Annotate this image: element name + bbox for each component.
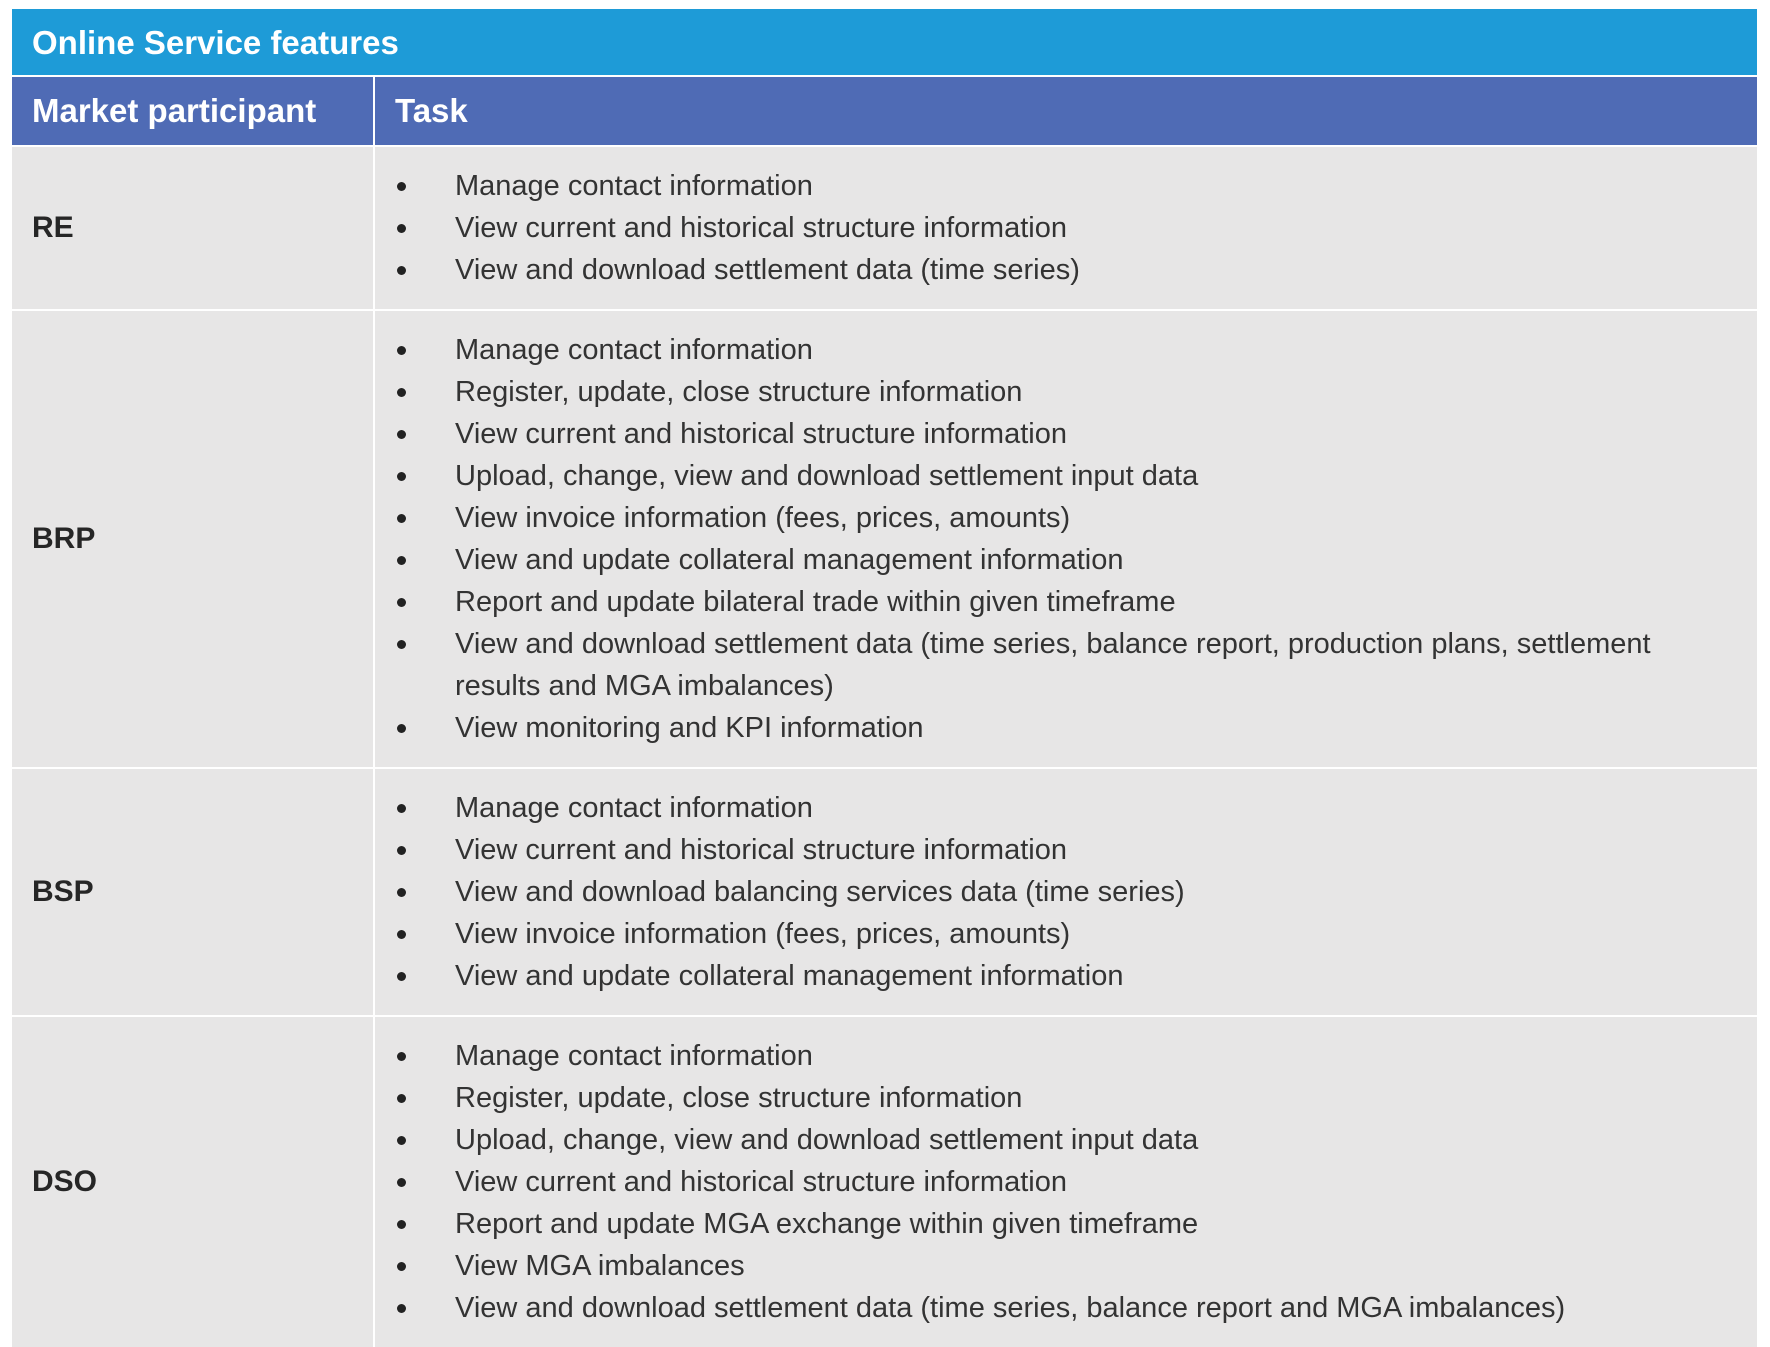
task-item: View current and historical structure information (375, 413, 1737, 455)
task-item: Register, update, close structure information (375, 371, 1737, 413)
task-item: Upload, change, view and download settlement input data (375, 1119, 1737, 1161)
task-cell (374, 146, 1757, 310)
task-item: View invoice information (fees, prices, amounts) (375, 913, 1737, 955)
task-item: View invoice information (fees, prices, amounts) (375, 497, 1737, 539)
task-list (375, 329, 1737, 749)
features-table-container (12, 9, 1757, 1347)
table-row (12, 146, 1757, 310)
header-task: Task (374, 77, 1757, 146)
task-list (375, 165, 1737, 291)
participant-cell: BSP (12, 768, 374, 1016)
features-table (12, 77, 1757, 1347)
table-body (12, 146, 1757, 1347)
task-cell (374, 768, 1757, 1016)
task-item: Manage contact information (375, 787, 1737, 829)
task-item: Upload, change, view and download settlement input data (375, 455, 1737, 497)
task-item: View monitoring and KPI information (375, 707, 1737, 749)
task-item: View current and historical structure information (375, 1161, 1737, 1203)
participant-cell: BRP (12, 310, 374, 768)
table-row (12, 1016, 1757, 1347)
task-item: View current and historical structure information (375, 829, 1737, 871)
task-item: View and download settlement data (time series) (375, 249, 1737, 291)
task-list (375, 787, 1737, 997)
task-item: View and update collateral management information (375, 955, 1737, 997)
task-item: Report and update bilateral trade within given timeframe (375, 581, 1737, 623)
task-item: View current and historical structure information (375, 207, 1737, 249)
task-item: View and update collateral management information (375, 539, 1737, 581)
task-item: View and download settlement data (time series, balance report and MGA imbalances) (375, 1287, 1737, 1329)
task-item: Register, update, close structure information (375, 1077, 1737, 1119)
table-title: Online Service features (12, 9, 1757, 77)
task-list (375, 1035, 1737, 1329)
task-item: Manage contact information (375, 1035, 1737, 1077)
task-item: View and download settlement data (time series, balance report, production plans, settlement results and MGA imbalances) (375, 623, 1737, 707)
table-row (12, 310, 1757, 768)
task-item: Report and update MGA exchange within given timeframe (375, 1203, 1737, 1245)
task-cell (374, 1016, 1757, 1347)
table-row (12, 768, 1757, 1016)
task-item: Manage contact information (375, 329, 1737, 371)
participant-cell: RE (12, 146, 374, 310)
header-market-participant: Market participant (12, 77, 374, 146)
task-item: View and download balancing services data (time series) (375, 871, 1737, 913)
task-item: Manage contact information (375, 165, 1737, 207)
participant-cell: DSO (12, 1016, 374, 1347)
header-row (12, 77, 1757, 146)
task-item: View MGA imbalances (375, 1245, 1737, 1287)
task-cell (374, 310, 1757, 768)
